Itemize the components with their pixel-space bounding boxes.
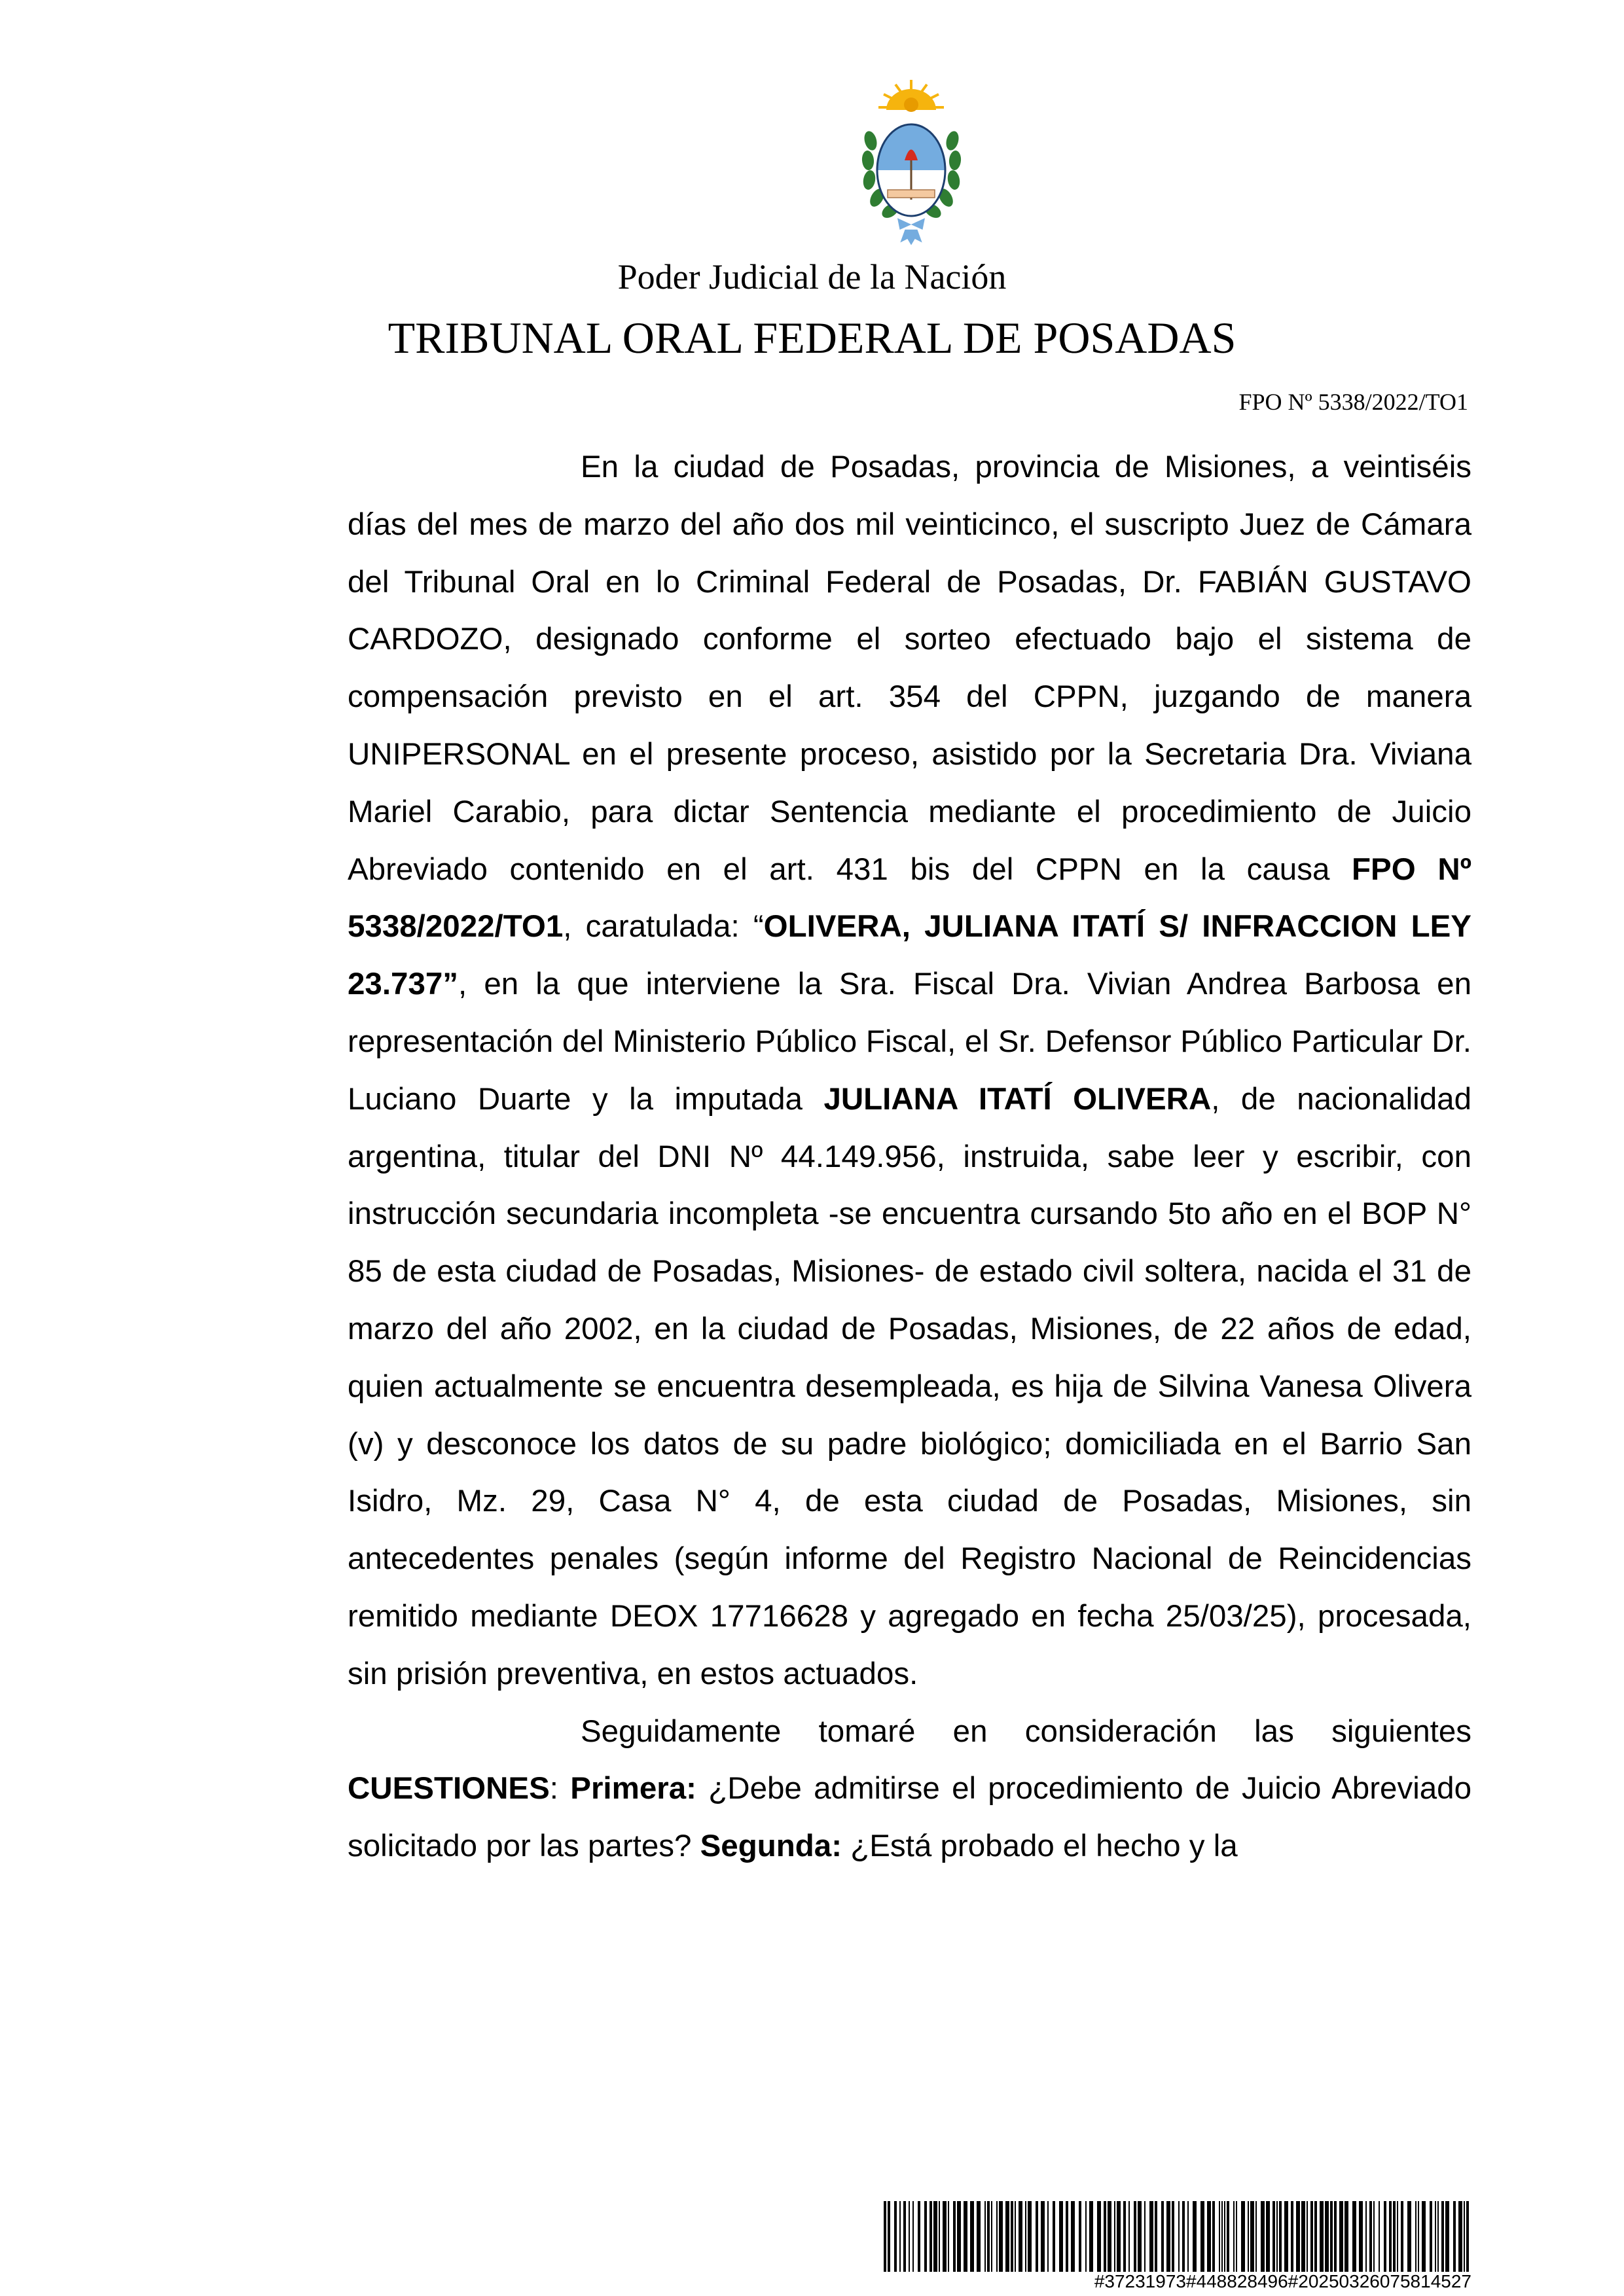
first-question-label: Primera: xyxy=(570,1771,697,1806)
sun-emblem xyxy=(878,80,944,112)
barcode-bar xyxy=(1144,2201,1146,2272)
barcode-bar xyxy=(1407,2201,1411,2272)
barcode-bar xyxy=(1236,2201,1237,2272)
ribbon-bow xyxy=(897,217,926,246)
barcode-bar xyxy=(1015,2201,1016,2272)
barcode-bar xyxy=(1097,2201,1101,2272)
barcode-bar xyxy=(903,2201,906,2272)
barcode-bar xyxy=(1266,2201,1270,2272)
barcode-bar xyxy=(1325,2201,1329,2272)
barcode-bar xyxy=(1284,2201,1288,2272)
barcode-bar xyxy=(1437,2201,1439,2272)
barcode-bar xyxy=(987,2201,990,2272)
barcode-bar xyxy=(1330,2201,1333,2272)
barcode-bar xyxy=(1389,2201,1392,2272)
barcode-bar xyxy=(1108,2201,1111,2272)
barcode-bar xyxy=(1227,2201,1229,2272)
oval-shield xyxy=(857,118,965,223)
barcode-bar xyxy=(1314,2201,1317,2272)
barcode-bar xyxy=(894,2201,897,2272)
barcode-bar xyxy=(964,2201,967,2272)
case-reference: FPO Nº 5338/2022/TO1 xyxy=(1238,389,1468,415)
barcode-bar xyxy=(1025,2201,1026,2272)
barcode-bar xyxy=(1053,2201,1055,2272)
barcode-bar xyxy=(1128,2201,1130,2272)
barcode-bar xyxy=(909,2201,910,2272)
barcode-bar xyxy=(1339,2201,1343,2272)
barcode-bar xyxy=(1344,2201,1348,2272)
barcode-bar xyxy=(1117,2201,1121,2272)
barcode-bar xyxy=(1365,2201,1367,2272)
barcode-bar xyxy=(1212,2201,1215,2272)
text-run: ¿Debe admitirse el procedimiento de Juicio Abreviado solicitado por las partes? xyxy=(348,1771,1471,1864)
defendant-name-bold: JULIANA ITATÍ OLIVERA xyxy=(823,1081,1212,1117)
barcode-bar xyxy=(1019,2201,1022,2272)
barcode-bar xyxy=(1422,2201,1426,2272)
barcode-bar xyxy=(1369,2201,1372,2272)
barcode-bar xyxy=(1123,2201,1126,2272)
barcode-bar xyxy=(1166,2201,1170,2272)
barcode-bar xyxy=(1458,2201,1462,2272)
barcode-bar xyxy=(1114,2201,1115,2272)
barcode-bar xyxy=(1445,2201,1449,2272)
barcode-bar xyxy=(1187,2201,1189,2272)
barcode-bar xyxy=(1219,2201,1220,2272)
barcode-bar xyxy=(1453,2201,1456,2272)
barcode-bar xyxy=(1430,2201,1432,2272)
barcode-bar xyxy=(1279,2201,1282,2272)
barcode-bar xyxy=(1104,2201,1106,2272)
barcode-bar xyxy=(939,2201,940,2272)
barcode-bar xyxy=(1464,2201,1465,2272)
barcode-bar xyxy=(1059,2201,1063,2272)
barcode-bar xyxy=(1182,2201,1185,2272)
document-body xyxy=(348,439,1471,1875)
barcode-bar xyxy=(1435,2201,1436,2272)
barcode-bar xyxy=(1085,2201,1087,2272)
barcode-bar xyxy=(1418,2201,1419,2272)
barcode-bar xyxy=(912,2201,914,2272)
questions-heading-bold: CUESTIONES xyxy=(348,1771,550,1806)
barcode-bar xyxy=(1373,2201,1375,2272)
barcode-bar xyxy=(1255,2201,1257,2272)
barcode-bar xyxy=(948,2201,949,2272)
barcode-bar xyxy=(1079,2201,1081,2272)
barcode-bar xyxy=(1276,2201,1278,2272)
barcode-bar xyxy=(991,2201,992,2272)
barcode-bar xyxy=(1272,2201,1275,2272)
barcode-bar xyxy=(1415,2201,1416,2272)
paragraph-2 xyxy=(348,1703,1471,1875)
barcode-bar xyxy=(1248,2201,1249,2272)
text-run: Seguidamente tomaré en consideración las siguientes xyxy=(581,1713,1471,1749)
barcode-bar xyxy=(1036,2201,1038,2272)
barcode-bar xyxy=(1334,2201,1337,2272)
barcode-bar xyxy=(1178,2201,1180,2272)
court-name: TRIBUNAL ORAL FEDERAL DE POSADAS xyxy=(388,313,1236,363)
text-run: ¿Está probado el hecho y la xyxy=(842,1829,1238,1864)
barcode-bar xyxy=(1401,2201,1403,2272)
barcode-bar xyxy=(1310,2201,1313,2272)
coat-of-arms-seal xyxy=(857,79,965,249)
barcode-bars xyxy=(884,2201,1473,2272)
barcode-bar xyxy=(1041,2201,1045,2272)
text-run: , caratulada: “ xyxy=(563,909,764,944)
barcode-number: #37231973#448828496#20250326075814527 xyxy=(1094,2271,1471,2291)
barcode-bar xyxy=(918,2201,920,2272)
barcode-bar xyxy=(884,2201,886,2272)
barcode-bar xyxy=(1352,2201,1356,2272)
paragraph-1 xyxy=(348,439,1471,1703)
barcode-bar xyxy=(1207,2201,1211,2272)
barcode-bar xyxy=(1134,2201,1136,2272)
barcode-bar xyxy=(1379,2201,1380,2272)
case-title-bold: OLIVERA, JULIANA ITATÍ S/ INFRACCION LEY 23.737” xyxy=(348,909,1471,1002)
barcode-bar xyxy=(1138,2201,1142,2272)
text-run: : xyxy=(549,1771,571,1806)
document-barcode xyxy=(884,2201,1473,2291)
barcode-bar xyxy=(1261,2201,1265,2272)
barcode-bar xyxy=(943,2201,947,2272)
second-question-label: Segunda: xyxy=(700,1829,842,1864)
barcode-bar xyxy=(1161,2201,1164,2272)
barcode-bar xyxy=(1066,2201,1068,2272)
barcode-bar xyxy=(933,2201,937,2272)
barcode-bar xyxy=(1089,2201,1093,2272)
barcode-bar xyxy=(996,2201,998,2272)
barcode-bar xyxy=(1233,2201,1235,2272)
barcode-bar xyxy=(929,2201,932,2272)
barcode-bar xyxy=(1250,2201,1254,2272)
barcode-bar xyxy=(1466,2201,1469,2272)
barcode-bar xyxy=(1005,2201,1009,2272)
barcode-bar xyxy=(1224,2201,1225,2272)
barcode-bar xyxy=(899,2201,901,2272)
barcode-bar xyxy=(999,2201,1003,2272)
barcode-bar xyxy=(1384,2201,1386,2272)
text-run: , en la que interviene la Sra. Fiscal Dra. Vivian Andrea Barbosa en representación del Ministerio Público Fiscal, el Sr. Defensor Público Particular Dr. Luciano Duarte y la imputada xyxy=(348,967,1471,1117)
barcode-bar xyxy=(953,2201,956,2272)
barcode-bar xyxy=(1200,2201,1204,2272)
barcode-bar xyxy=(1291,2201,1293,2272)
barcode-bar xyxy=(1241,2201,1245,2272)
barcode-bar xyxy=(1155,2201,1157,2272)
barcode-bar xyxy=(1071,2201,1075,2272)
barcode-bar xyxy=(888,2201,890,2272)
barcode-bar xyxy=(1149,2201,1153,2272)
case-number-bold: FPO Nº 5338/2022/TO1 xyxy=(348,852,1471,944)
barcode-bar xyxy=(1172,2201,1174,2272)
barcode-bar xyxy=(1193,2201,1197,2272)
text-run: En la ciudad de Posadas, provincia de Misiones, a veintiséis días del mes de marzo del año dos mil veinticinco, el suscripto Juez de Cámara del Tribunal Oral en lo Criminal Federal de Posadas, Dr. FABIÁN GUSTAVO CARDOZO, designado conforme el sorteo efectuado bajo el sistema de compensación previsto en el art. 354 del CPPN, juzgando de manera UNIPERSONAL en el presente proceso, asistido por la Secretaria Dra. Viviana Mariel Carabio, para dictar Sentencia mediante el procedimiento de Juicio Abreviado contenido en el art. 431 bis del CPPN en la causa xyxy=(348,450,1471,887)
barcode-bar xyxy=(970,2201,974,2272)
barcode-bar xyxy=(1221,2201,1223,2272)
barcode-bar xyxy=(977,2201,981,2272)
barcode-bar xyxy=(1441,2201,1444,2272)
barcode-bar xyxy=(1028,2201,1032,2272)
barcode-bar xyxy=(957,2201,961,2272)
barcode-bar xyxy=(984,2201,986,2272)
barcode-bar xyxy=(924,2201,927,2272)
barcode-bar xyxy=(1359,2201,1363,2272)
barcode-bar xyxy=(1296,2201,1300,2272)
barcode-bar xyxy=(1393,2201,1396,2272)
barcode-bar xyxy=(1397,2201,1398,2272)
barcode-bar xyxy=(1011,2201,1013,2272)
text-run: , de nacionalidad argentina, titular del DNI Nº 44.149.956, instruida, sabe leer y escribir, con instrucción secundaria incompleta -se encuentra cursando 5to año en el BOP N° 85 de esta ciudad de Posadas, Misiones- de estado civil soltera, nacida el 31 de marzo del año 2002, en la ciudad de Posadas, Misiones, de 22 años de edad, quien actualmente se encuentra desempleada, es hija de Silvina Vanesa Olivera (v) y desconoce los datos de su padre biológico; domiciliada en el Barrio San Isidro, Mz. 29, Casa N° 4, de esta ciudad de Posadas, Misiones, sin antecedentes penales (según informe del Registro Nacional de Reincidencias remitido mediante DEOX 17716628 y agregado en fecha 25/03/25), procesada, sin prisión preventiva, en estos actuados. xyxy=(348,1081,1471,1691)
barcode-bar xyxy=(1301,2201,1305,2272)
judiciary-name: Poder Judicial de la Nación xyxy=(617,257,1007,296)
barcode-bar xyxy=(1047,2201,1049,2272)
barcode-bar xyxy=(1307,2201,1308,2272)
barcode-bar xyxy=(1320,2201,1324,2272)
